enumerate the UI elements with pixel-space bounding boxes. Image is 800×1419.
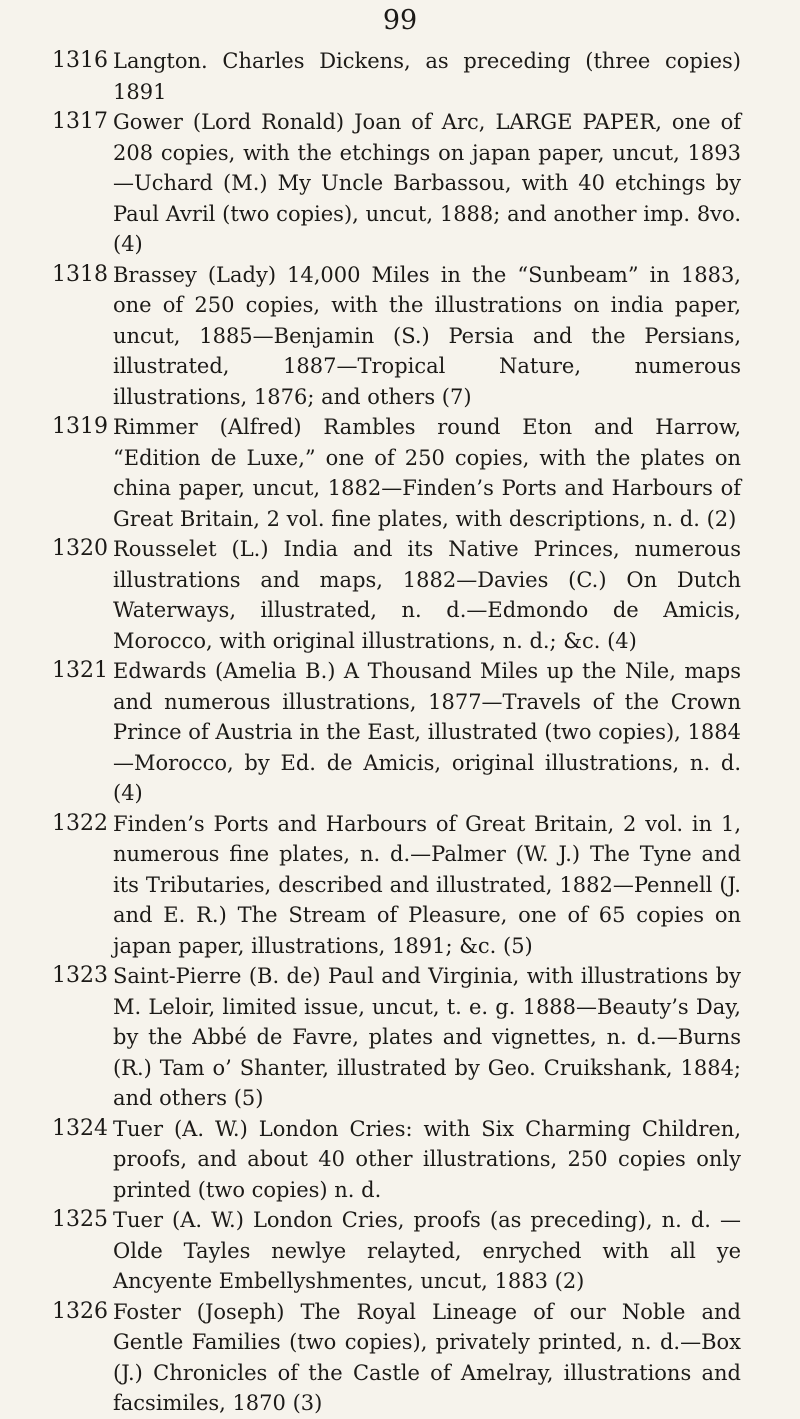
lot-number: 1319	[52, 414, 108, 439]
lot-entry	[0, 961, 800, 1114]
lot-number: 1323	[52, 963, 108, 988]
lot-description: Langton. Charles Dickens, as preceding (three copies) 1891	[113, 49, 741, 104]
lot-description: Brassey (Lady) 14,000 Miles in the “Sunbeam” in 1883, one of 250 copies, with the illustrations on india paper, uncut, 1885—Benjamin (S.) Persia and the Persians, illustrated, 1887—Tropical Nature, numerous illustrations, 1876; and others (7)	[113, 262, 741, 409]
lot-description: Rimmer (Alfred) Rambles round Eton and Harrow, “Edition de Luxe,” one of 250 copies, with the plates on china paper, uncut, 1882—Finden’s Ports and Harbours of Great Britain, 2 vol. fine plates, with descriptions, n. d. (2)	[113, 415, 741, 531]
lot-description: Saint-Pierre (B. de) Paul and Virginia, with illustrations by M. Leloir, limited issue, uncut, t. e. g. 1888—Beauty’s Day, by the Abbé de Favre, plates and vignettes, n. d.—Burns (R.) Tam o’ Shanter, illustrated by Geo. Cruikshank, 1884; and others (5)	[113, 964, 741, 1110]
lot-number: 1318	[52, 261, 108, 287]
lot-entry	[0, 1297, 800, 1419]
lot-description: Edwards (Amelia B.) A Thousand Miles up the Nile, maps and numerous illustrations, 1877—Travels of the Crown Prince of Austria in the East, illustrated (two copies), 1884—Morocco, by Ed. de Amicis, original illustrations, n. d. (4)	[113, 659, 741, 805]
lot-description: Tuer (A. W.) London Cries: with Six Charming Children, proofs, and about 40 other illustrations, 250 copies only printed (two copies) n. d.	[113, 1116, 741, 1202]
lot-number: 1316	[52, 48, 108, 73]
lot-description: Finden’s Ports and Harbours of Great Britain, 2 vol. in 1, numerous fine plates, n. d.—Palmer (W. J.) The Tyne and its Tributaries, described and illustrated, 1882—Pennell (J. and E. R.) The Stream of Pleasure, one of 65 copies on japan paper, illustrations, 1891; &c. (5)	[113, 811, 741, 958]
lot-number: 1322	[52, 810, 108, 836]
lot-entry	[0, 107, 800, 260]
lot-entry	[0, 1205, 800, 1297]
lot-list	[0, 46, 800, 1419]
lot-entry	[0, 260, 800, 413]
lot-entry	[0, 46, 800, 107]
lot-description: Tuer (A. W.) London Cries, proofs (as preceding), n. d. —Olde Tayles newlye relayted, enryched with all ye Ancyente Embellyshmentes, uncut, 1883 (2)	[113, 1208, 741, 1293]
lot-description: Rousselet (L.) India and its Native Princes, numerous illustrations and maps, 1882—Davies (C.) On Dutch Waterways, illustrated, n. d.—Edmondo de Amicis, Morocco, with original illustrations, n. d.; &c. (4)	[113, 537, 741, 653]
lot-number: 1325	[52, 1207, 108, 1232]
lot-number: 1324	[52, 1115, 108, 1141]
lot-description: Gower (Lord Ronald) Joan of Arc, LARGE PAPER, one of 208 copies, with the etchings on japan paper, uncut, 1893—Uchard (M.) My Uncle Barbassou, with 40 etchings by Paul Avril (two copies), uncut, 1888; and another imp. 8vo. (4)	[113, 110, 741, 256]
lot-entry	[0, 656, 800, 809]
page-number: 99	[382, 5, 418, 36]
lot-number: 1321	[52, 658, 108, 683]
lot-number: 1326	[52, 1298, 108, 1324]
lot-number: 1317	[52, 109, 108, 134]
lot-entry	[0, 534, 800, 656]
lot-number: 1320	[52, 536, 108, 561]
lot-entry	[0, 809, 800, 962]
lot-entry	[0, 412, 800, 534]
lot-description: Foster (Joseph) The Royal Lineage of our Noble and Gentle Families (two copies), privately printed, n. d.—Box (J.) Chronicles of the Castle of Amelray, illustrations and facsimiles, 1870 (3)	[113, 1299, 741, 1415]
lot-entry	[0, 1114, 800, 1206]
